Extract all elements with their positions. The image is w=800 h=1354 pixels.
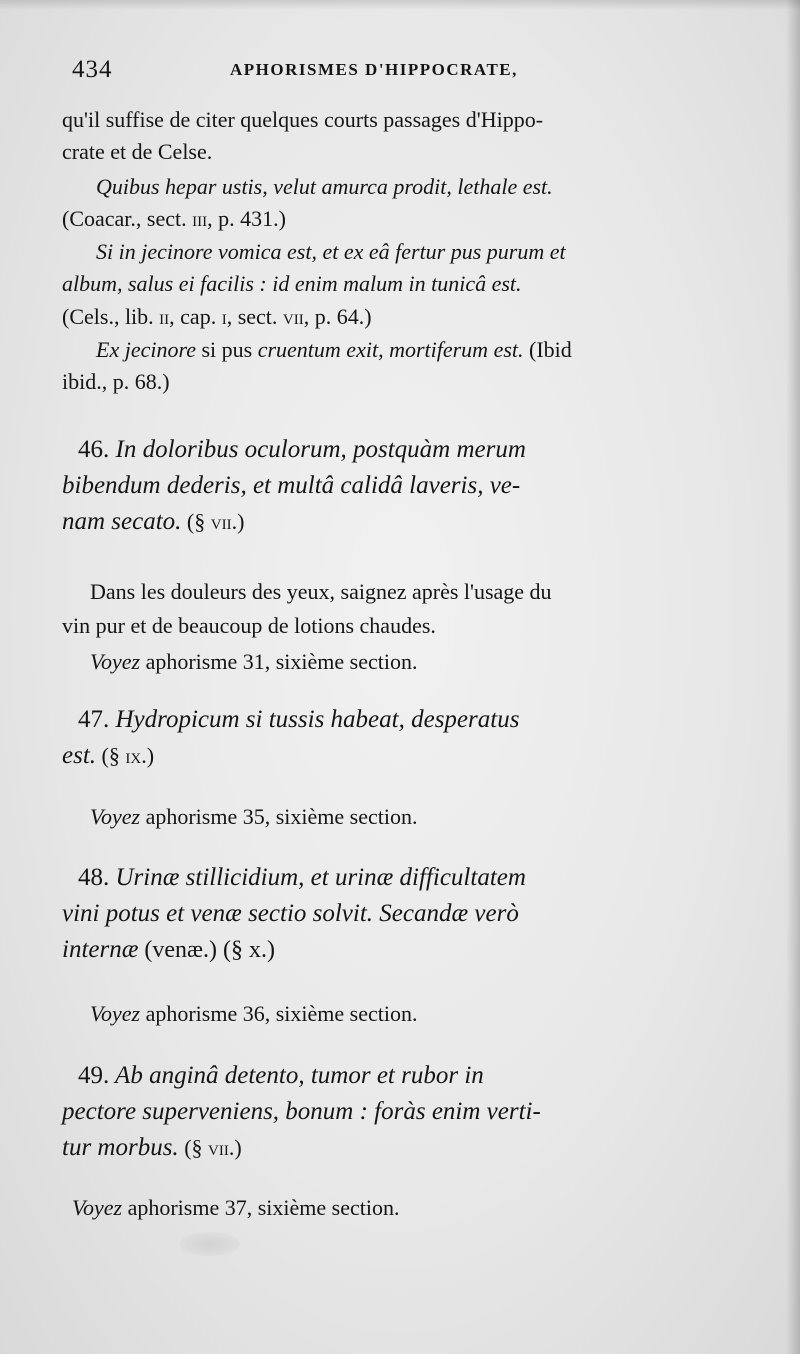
- latin-quote: cruentum exit, mortiferum est.: [257, 337, 524, 362]
- latin-text: Ab anginâ detento, tumor et rubor in: [109, 1062, 484, 1089]
- aphorism-48-latin: [62, 934, 712, 966]
- french-text: vin pur et de beaucoup de lotions chaudes.: [62, 613, 436, 638]
- citation-line: [62, 301, 712, 333]
- latin-text: Urinæ stillicidium, et urinæ difficultatem: [109, 864, 526, 891]
- line-text: si pus: [195, 337, 258, 362]
- latin-text: pectore superveniens, bonum : foràs enim verti-: [62, 1098, 541, 1125]
- section-ref-numeral: ix: [125, 743, 142, 768]
- aphorism-49-see-also: [62, 1192, 722, 1224]
- latin-quote: Si in jecinore vomica est, et ex eâ fertur pus purum et: [96, 239, 566, 264]
- see-also-text: aphorisme 37, sixième section.: [122, 1195, 400, 1220]
- latin-text: tur morbus.: [62, 1134, 179, 1161]
- aphorism-48-see-also: [62, 998, 740, 1030]
- aphorism-number: 47.: [78, 706, 110, 733]
- aphorism-number: 46.: [78, 436, 110, 463]
- ink-smudge: [180, 1232, 240, 1256]
- aphorism-48-latin: [62, 898, 712, 930]
- aphorism-number: 49.: [78, 1062, 110, 1089]
- citation-line: [62, 203, 712, 235]
- aphorism-49-latin: [62, 1060, 728, 1092]
- page-gutter-shadow: [786, 0, 800, 1354]
- section-ref: (§: [96, 743, 126, 768]
- citation-numeral: i: [221, 304, 227, 329]
- section-ref: .): [228, 1135, 242, 1160]
- text-line: [62, 136, 712, 168]
- quote-line: [62, 171, 746, 203]
- latin-quote: Quibus hepar ustis, velut amurca prodit, lethale est.: [96, 174, 553, 199]
- section-ref: (venæ.) (§ x.): [138, 937, 276, 963]
- line-text: crate et de Celse.: [62, 139, 213, 164]
- latin-text: Hydropicum si tussis habeat, desperatus: [109, 706, 520, 733]
- see-also-word: Voyez: [90, 804, 141, 829]
- quote-line: [62, 236, 746, 268]
- see-also-text: aphorisme 36, sixième section.: [140, 1001, 418, 1026]
- page-top-shadow: [0, 0, 800, 10]
- citation-text: , cap.: [169, 304, 222, 329]
- citation-text: , sect.: [226, 304, 283, 329]
- aphorism-46-latin: [62, 506, 712, 538]
- page-header: [62, 52, 712, 92]
- section-ref: .): [231, 509, 245, 534]
- aphorism-46-translation: [62, 576, 740, 608]
- aphorism-47-latin: [62, 740, 712, 772]
- aphorism-46-latin: [62, 470, 712, 502]
- section-ref: (§: [181, 509, 211, 534]
- aphorism-47-latin: [62, 704, 728, 736]
- aphorism-49-latin: [62, 1132, 712, 1164]
- citation-line: [62, 366, 712, 398]
- section-ref: .): [141, 743, 155, 768]
- citation-text: (Ibid: [523, 337, 572, 362]
- latin-text: internæ: [62, 936, 139, 963]
- line-text: qu'il suffise de citer quelques courts passages d'Hippo-: [62, 107, 544, 132]
- latin-quote: Ex jecinore: [96, 337, 196, 362]
- latin-text: In doloribus oculorum, postquàm merum: [109, 436, 526, 463]
- latin-quote: album, salus ei facilis : id enim malum in tunicâ est.: [62, 271, 522, 296]
- citation-numeral: ii: [159, 304, 170, 329]
- see-also-word: Voyez: [90, 1001, 141, 1026]
- text-line: [62, 104, 712, 136]
- aphorism-47-see-also: [62, 801, 740, 833]
- running-head: APHORISMES D'HIPPOCRATE,: [230, 60, 518, 79]
- citation-numeral: iii: [192, 206, 208, 231]
- section-ref-numeral: vii: [208, 1135, 229, 1160]
- citation-text: , p. 431.): [207, 206, 286, 231]
- aphorism-49-latin: [62, 1096, 712, 1128]
- section-ref-numeral: vii: [210, 509, 232, 534]
- citation-text: , p. 64.): [303, 304, 372, 329]
- see-also-text: aphorisme 35, sixième section.: [140, 804, 418, 829]
- citation-numeral: vii: [282, 304, 304, 329]
- french-text: Dans les douleurs des yeux, saignez après l'usage du: [90, 579, 552, 604]
- aphorism-48-latin: [62, 862, 728, 894]
- aphorism-46-see-also: [62, 646, 740, 678]
- citation-text: (Cels., lib.: [62, 304, 160, 329]
- see-also-word: Voyez: [72, 1195, 123, 1220]
- latin-text: est.: [62, 742, 97, 769]
- latin-text: nam secato.: [62, 508, 182, 535]
- page-number: 434: [72, 56, 113, 83]
- latin-text: bibendum dederis, et multâ calidâ laveris, ve-: [62, 472, 521, 499]
- aphorism-number: 48.: [78, 864, 110, 891]
- citation-text: (Coacar., sect.: [62, 206, 193, 231]
- see-also-text: aphorisme 31, sixième section.: [140, 649, 418, 674]
- citation-text: ibid., p. 68.): [62, 369, 170, 394]
- see-also-word: Voyez: [90, 649, 141, 674]
- aphorism-46-translation: [62, 610, 712, 642]
- aphorism-46-latin: [62, 434, 728, 466]
- latin-text: vini potus et venæ sectio solvit. Secandæ verò: [62, 900, 519, 927]
- quote-line: [62, 268, 712, 300]
- quote-line: [62, 334, 746, 366]
- section-ref: (§: [178, 1135, 209, 1160]
